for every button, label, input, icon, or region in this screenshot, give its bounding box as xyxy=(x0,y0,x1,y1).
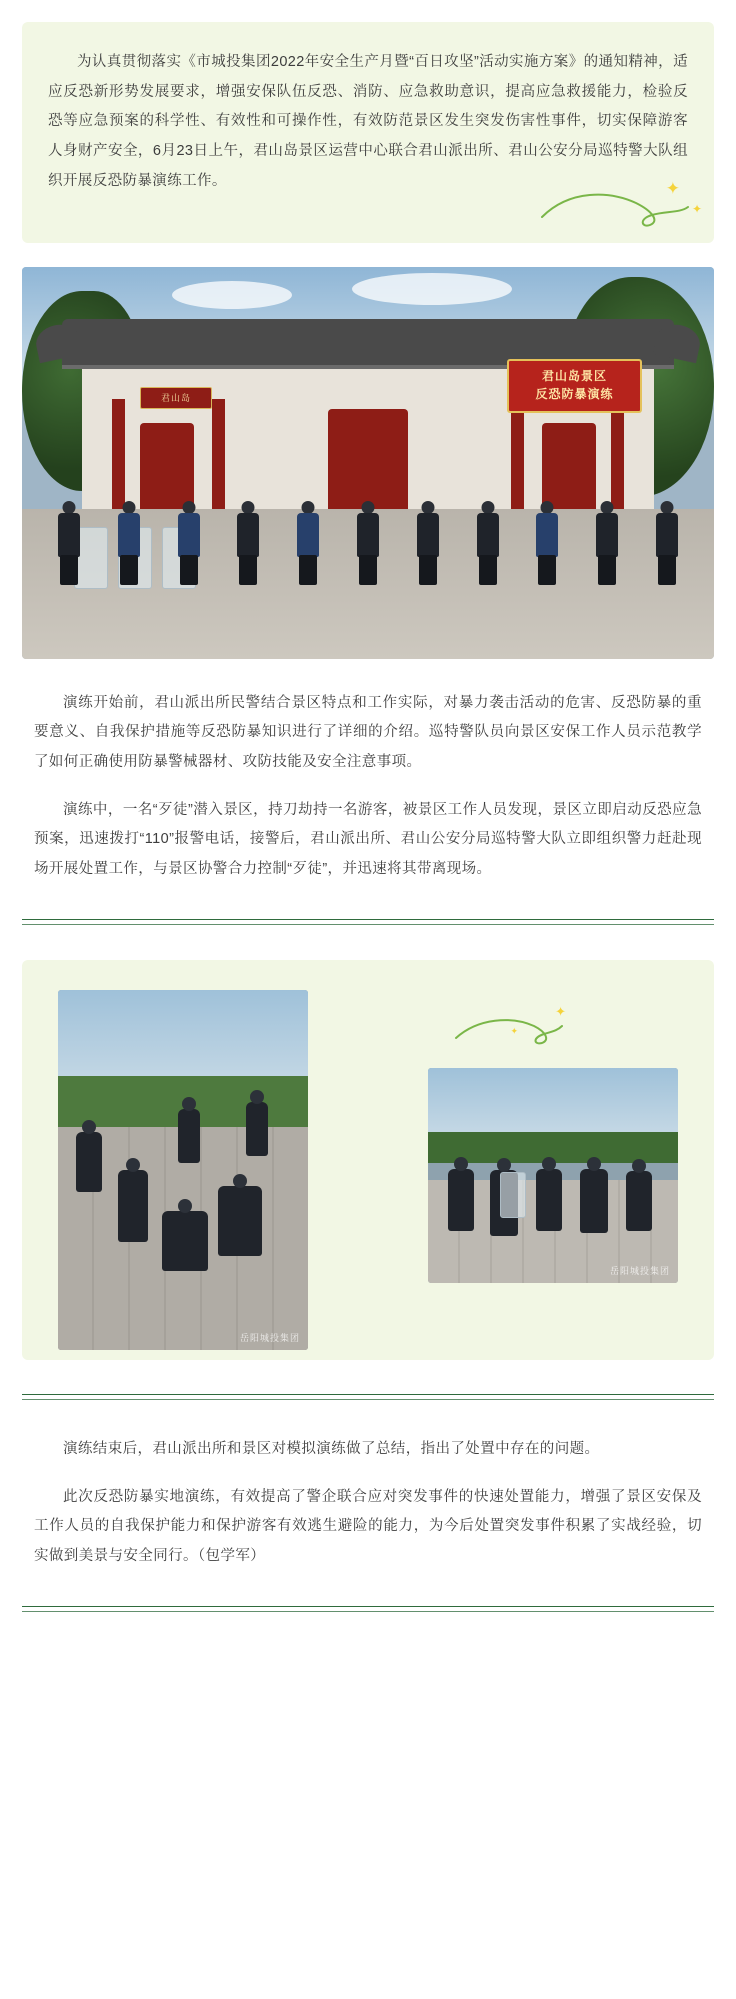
person-figure xyxy=(118,1170,148,1242)
officer-figure xyxy=(116,501,142,585)
officer-figure xyxy=(580,1169,608,1233)
paragraph: 演练中，一名“歹徒”潜入景区，持刀劫持一名游客，被景区工作人员发现，景区立即启动反恐应急预案，迅速拨打“110”报警电话，接警后，君山派出所、君山公安分局巡特警大队立即组织警力赶赴现场开展处置工作，与景区协警合力控制“歹徒”，并迅速将其带离现场。 xyxy=(34,801,702,878)
section-divider xyxy=(22,1394,714,1401)
officer-figure xyxy=(355,501,381,585)
banner-line-1: 君山岛景区 xyxy=(541,368,607,383)
article-page xyxy=(0,22,736,1677)
duo-photo-right xyxy=(428,1068,678,1283)
event-banner xyxy=(507,359,642,413)
middle-text-block xyxy=(34,689,702,885)
officer-figure xyxy=(594,501,620,585)
paragraph: 演练结束后，君山派出所和景区对模拟演练做了总结，指出了处置中存在的问题。 xyxy=(63,1440,600,1457)
officer-figure xyxy=(176,501,202,585)
officer-figure xyxy=(534,501,560,585)
officer-figure xyxy=(475,501,501,585)
officer-figure xyxy=(415,501,441,585)
closing-text-block xyxy=(34,1435,702,1572)
officer-figure xyxy=(56,501,82,585)
bystander-figure xyxy=(178,1109,200,1163)
officer-figure xyxy=(654,501,680,585)
officer-figure xyxy=(536,1169,562,1231)
cloud xyxy=(172,281,292,309)
duo-photo-left xyxy=(58,990,308,1350)
decorative-squiggle-icon xyxy=(454,1012,564,1046)
officer-figure xyxy=(235,501,261,585)
hero-photo xyxy=(22,267,714,659)
paragraph: 此次反恐防暴实地演练，有效提高了警企联合应对突发事件的快速处置能力，增强了景区安保及工作人员的自我保护能力和保护游客有效逃生避险的能力，为今后处置突发事件积累了实战经验，切实做到美景与安全同行。（包学军） xyxy=(34,1488,702,1565)
intro-panel xyxy=(22,22,714,243)
officer-figure xyxy=(626,1171,652,1231)
banner-line-2: 反恐防暴演练 xyxy=(535,387,614,402)
paragraph: 演练开始前，君山派出所民警结合景区特点和工作实际，对暴力袭击活动的危害、反恐防暴的重要意义、自我保护措施等反恐防暴知识进行了详细的介绍。巡特警队员向景区安保工作人员示范教学了如何正确使用防暴警械器材、攻防技能及安全注意事项。 xyxy=(34,694,702,771)
officer-figure xyxy=(295,501,321,585)
section-divider xyxy=(22,919,714,926)
temple-roof xyxy=(62,319,674,365)
hero-photo-wrap xyxy=(22,267,714,659)
section-divider-bottom xyxy=(22,1606,714,1613)
person-figure xyxy=(162,1211,208,1271)
temple-plaque: 君山岛 xyxy=(140,387,212,409)
cloud xyxy=(352,273,512,305)
officer-line xyxy=(56,501,680,585)
intro-paragraph: 为认真贯彻落实《市城投集团2022年安全生产月暨“百日攻坚”活动实施方案》的通知精神，适应反恐新形势发展要求，增强安保队伍反恐、消防、应急救助意识，提高应急救援能力，检验反恐等应急预案的科学性、有效性和可操作性，有效防范景区发生突发伤害性事件，切实保障游客人身财产安全，6月23日上午，君山岛景区运营中心联合君山派出所、君山公安分局巡特警大队组织开展反恐防暴演练工作。 xyxy=(48,54,688,189)
duo-photo-panel xyxy=(22,960,714,1360)
photo-watermark: 岳阳城投集团 xyxy=(239,1332,300,1343)
photo-watermark: 岳阳城投集团 xyxy=(609,1265,670,1276)
officer-figure xyxy=(448,1169,474,1231)
sparkle-icon: ✦ xyxy=(555,1003,566,1019)
sparkle-icon: ✦ xyxy=(691,201,702,216)
person-figure xyxy=(76,1132,102,1192)
sparkle-icon: ✦ xyxy=(510,1025,518,1036)
person-figure xyxy=(218,1186,262,1256)
bystander-figure xyxy=(246,1102,268,1156)
sparkle-icon: ✦ xyxy=(665,178,680,198)
riot-shield xyxy=(500,1172,526,1218)
